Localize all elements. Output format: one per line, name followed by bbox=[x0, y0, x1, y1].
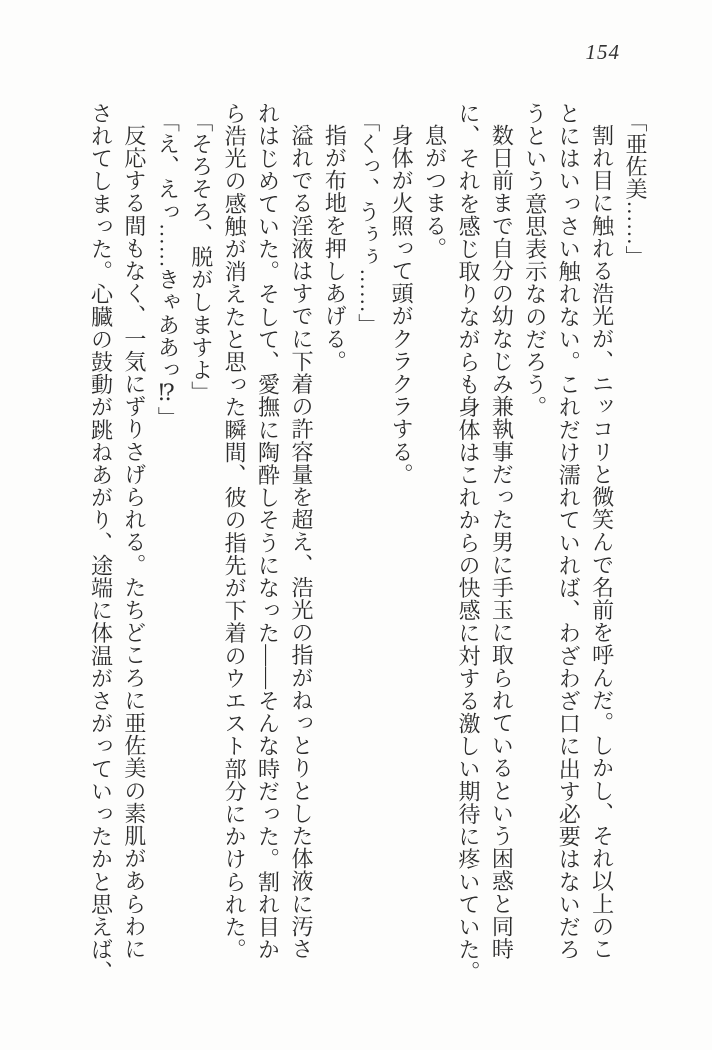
vertical-text-block bbox=[84, 102, 652, 1007]
text-line: 「え、えっ……きゃああっ⁉」 bbox=[155, 109, 181, 430]
text-line: 割れ目に触れる浩光が、ニッコリと微笑んで名前を呼んだ。しかし、それ以上のこ bbox=[589, 124, 615, 961]
text-line: 「くっ、うぅぅ……」 bbox=[355, 109, 381, 336]
text-line: 溢れでる淫液はすでに下着の許容量を超え、浩光の指がねっとりとした体液に汚さ bbox=[288, 124, 314, 961]
text-line: されてしまった。心臓の鼓動が跳ねあがり、途端に体温がさがっていったかと思えば、 bbox=[88, 102, 114, 984]
text-line: 反応する間もなく、一気にずりさげられる。たちどころに亜佐美の素肌があらわに bbox=[121, 124, 147, 961]
text-line: 「そろそろ、脱がしますよ」 bbox=[188, 109, 214, 404]
text-line: 身体が火照って頭がクラクラする。 bbox=[389, 124, 415, 486]
text-line: れはじめていた。そして、愛撫に陶酔しそうになった――そんな時だった。割れ目か bbox=[255, 102, 281, 961]
text-line: 息がつまる。 bbox=[422, 124, 448, 260]
text-line: ら浩光の感触が消えたと思った瞬間、彼の指先が下着のウエスト部分にかけられた。 bbox=[222, 102, 248, 961]
text-line: 指が布地を押しあげる。 bbox=[322, 124, 348, 373]
text-line: に、それを感じ取りながらも身体はこれからの快感に対する激しい期待に疼いていた。 bbox=[455, 102, 481, 984]
text-line: 数日前まで自分の幼なじみ兼執事だった男に手玉に取られているという困惑と同時 bbox=[489, 124, 515, 961]
page-number: 154 bbox=[585, 40, 620, 64]
text-line: うという意思表示なのだろう。 bbox=[522, 102, 548, 419]
text-line: 「亜佐美……」 bbox=[623, 109, 648, 268]
text-line: とにはいっさい触れない。これだけ濡れていれば、わざわざ口に出す必要はないだろ bbox=[556, 102, 582, 961]
